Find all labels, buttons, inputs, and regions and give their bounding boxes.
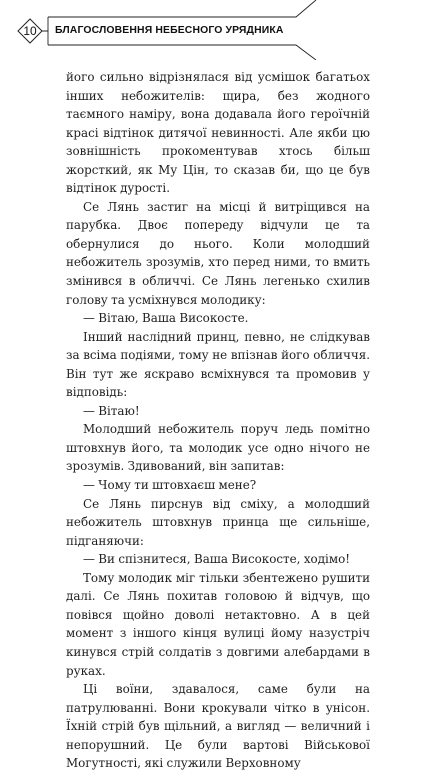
paragraph: — Ви спізнитеся, Ваша Високосте, ходімо! [83, 552, 351, 567]
paragraph: — Вітаю, Ваша Високосте. [83, 311, 249, 326]
paragraph: Тому молодик міг тільки збентежено рушити далі. Се Лянь похитав головою й відчув, що повівся щойно доволі нетактовно. А в цей момент з іншого кінця вулиці йому назустріч кинувся стрій солдатів з довгими алебардами в руках. [66, 570, 370, 678]
paragraph: Ці воїни, здавалося, саме були на патрулюванні. Вони крокували чітко в унісон. Їхній стрій був щільний, а вигляд — величний і непорушний. Це були вартові Військової Могутності, які служили Верховному [66, 682, 370, 771]
page-number: 10 [23, 24, 37, 38]
paragraph: — Вітаю! [83, 403, 140, 418]
paragraph: Молодший небожитель поруч ледь помітно штовхнув його, та молодик усе одно нічого не зрозумів. Здивований, він запитав: [66, 422, 370, 474]
paragraph: його сильно відрізнялася від усмішок багатьох інших небожителів: щира, без жодного таємного наміру, вона додавала його героїчній красі відтінок дитячої невинності. Але якби цю зовнішність прокоментував хтось більш жорсткий, як Му Цін, то сказав би, що це був відтінок дурості. [66, 70, 370, 196]
paragraph: Інший наслідний принц, певно, не слідкував за всіма подіями, тому не впізнав його обличчя. Він тут же яскраво всміхнувся та промовив у відповідь: [66, 329, 370, 400]
running-title: БЛАГОСЛОВЕННЯ НЕБЕСНОГО УРЯДНИКА [55, 25, 284, 36]
body-text [66, 68, 370, 773]
paragraph: Се Лянь пирснув від сміху, а молодший небожитель штовхнув принца ще сильніше, підганяючи: [66, 496, 370, 548]
page-header [0, 0, 434, 60]
paragraph: Се Лянь застиг на місці й витріщився на парубка. Двоє попереду відчули це та обернулися до нього. Коли молодший небожитель зрозумів, хто перед ними, то вмить змінився в обличчі. Се Лянь легенько схилив голову та усміхнувся молодику: [66, 199, 370, 307]
paragraph: — Чому ти штовхаєш мене? [83, 478, 257, 493]
